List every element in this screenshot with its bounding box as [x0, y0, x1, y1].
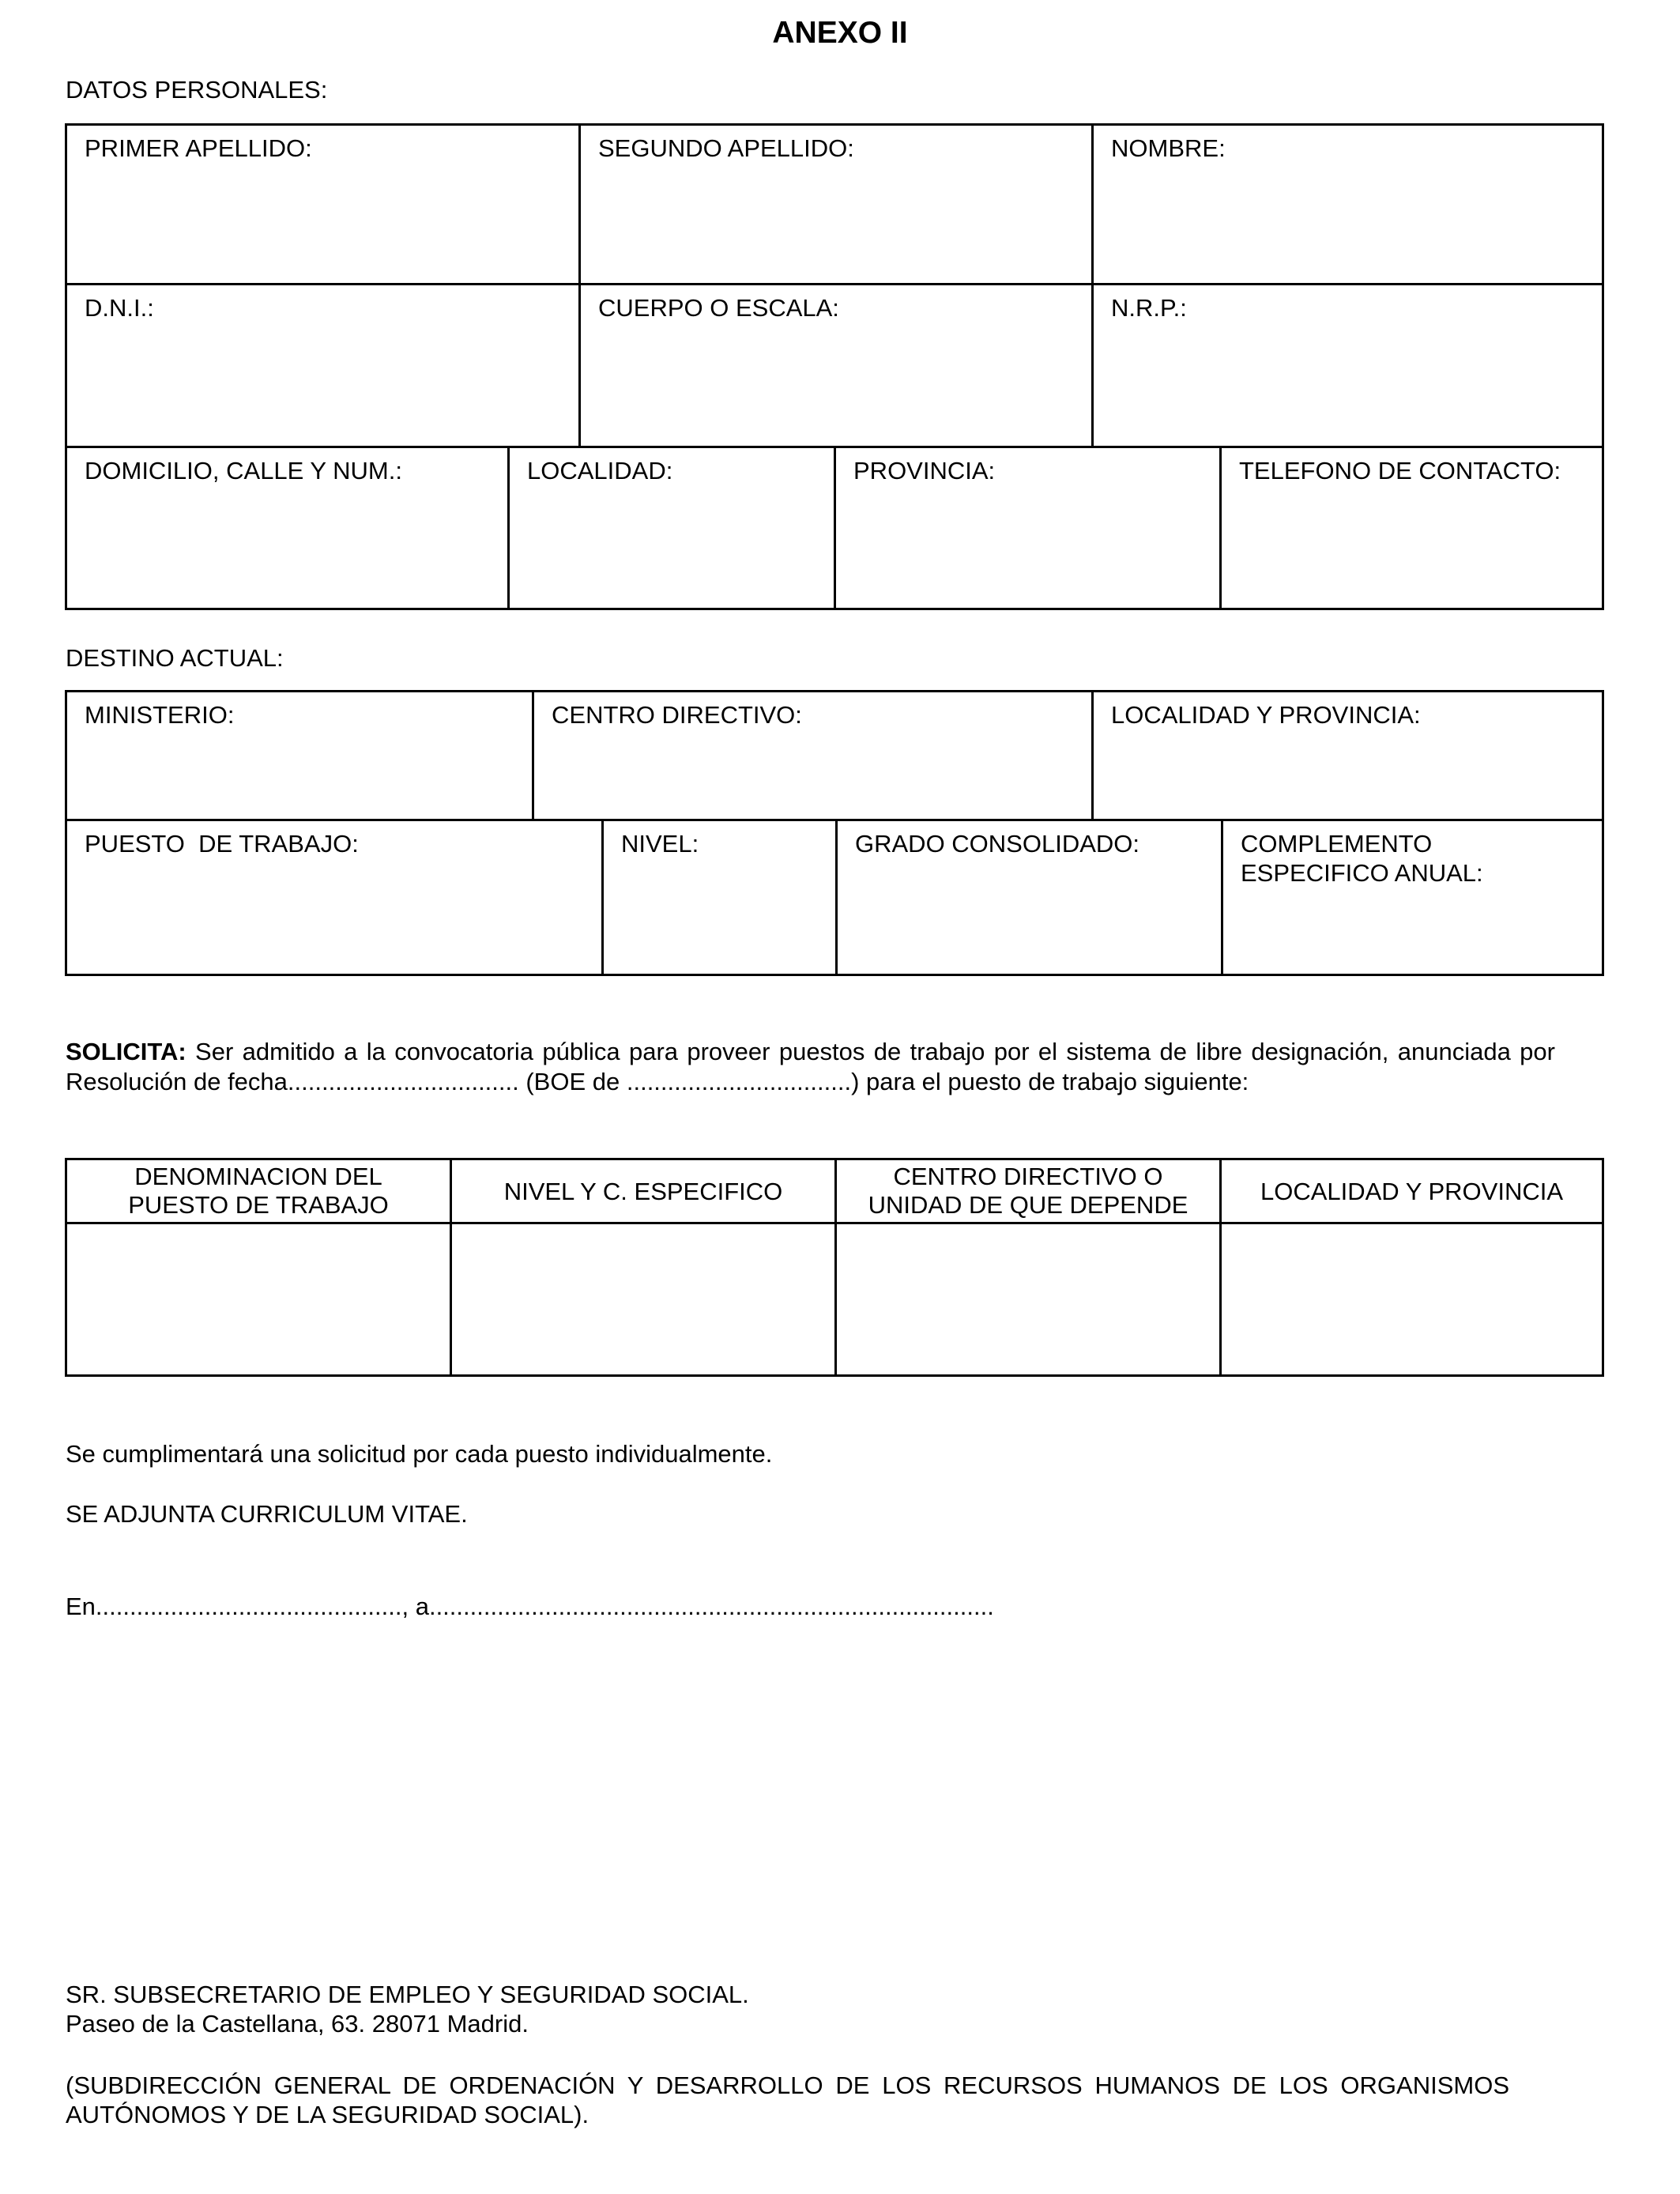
field-cuerpo-escala[interactable] — [581, 285, 1094, 446]
field-localidad-provincia[interactable] — [1094, 692, 1602, 819]
nota-text: Se cumplimentará una solicitud por cada puesto individualmente. — [66, 1440, 773, 1468]
field-label: DOMICILIO, CALLE Y NUM.: — [85, 457, 402, 484]
field-ministerio[interactable] — [67, 692, 534, 819]
destinatario-line2: Paseo de la Castellana, 63. 28071 Madrid. — [66, 2010, 529, 2038]
field-label: COMPLEMENTO ESPECIFICO ANUAL: — [1241, 830, 1483, 887]
field-label: CENTRO DIRECTIVO: — [552, 701, 802, 729]
header-nivel — [452, 1160, 837, 1222]
value-nivel[interactable] — [452, 1224, 837, 1374]
destinatario-subdireccion: (SUBDIRECCIÓN GENERAL DE ORDENACIÓN Y DESARROLLO DE LOS RECURSOS HUMANOS DE LOS ORGANISMOS AUTÓNOMOS Y DE LA SEGURIDAD SOCIAL). — [66, 2071, 1509, 2128]
datos-personales-table — [65, 123, 1604, 610]
field-telefono[interactable] — [1222, 448, 1602, 608]
field-label: PROVINCIA: — [853, 457, 996, 484]
field-nrp[interactable] — [1094, 285, 1602, 446]
field-label: NIVEL: — [621, 830, 699, 858]
header-centro — [837, 1160, 1222, 1222]
datos-personales-heading: DATOS PERSONALES: — [66, 76, 328, 104]
field-label: LOCALIDAD Y PROVINCIA: — [1111, 701, 1421, 729]
destino-actual-heading: DESTINO ACTUAL: — [66, 644, 284, 672]
field-nombre[interactable] — [1094, 126, 1602, 283]
adjunta-text: SE ADJUNTA CURRICULUM VITAE. — [66, 1500, 468, 1528]
field-primer-apellido[interactable] — [67, 126, 581, 283]
puesto-table — [65, 1158, 1604, 1377]
destino-actual-table — [65, 690, 1604, 976]
solicita-text: Ser admitido a la convocatoria pública para proveer puestos de trabajo por el sistema de libre designación, anunciada por Resolución de fecha.................................. (BOE de .................................) para el puesto de trabajo siguiente: — [66, 1038, 1555, 1095]
field-label: SEGUNDO APELLIDO: — [598, 134, 854, 162]
value-centro[interactable] — [837, 1224, 1222, 1374]
field-segundo-apellido[interactable] — [581, 126, 1094, 283]
field-localidad[interactable] — [510, 448, 836, 608]
destinatario-line1: SR. SUBSECRETARIO DE EMPLEO Y SEGURIDAD SOCIAL. — [66, 1981, 749, 2008]
solicita-label: SOLICITA: — [66, 1038, 186, 1065]
field-label: TELEFONO DE CONTACTO: — [1239, 457, 1561, 484]
field-label: GRADO CONSOLIDADO: — [855, 830, 1139, 858]
field-provincia[interactable] — [836, 448, 1222, 608]
field-label: LOCALIDAD: — [527, 457, 673, 484]
header-label: NIVEL Y C. ESPECIFICO — [503, 1177, 783, 1205]
field-label: N.R.P.: — [1111, 294, 1187, 322]
page-title: ANEXO II — [772, 16, 908, 50]
field-grado-consolidado[interactable] — [838, 821, 1223, 974]
field-label: NOMBRE: — [1111, 134, 1226, 162]
field-centro-directivo[interactable] — [534, 692, 1094, 819]
field-puesto-trabajo[interactable] — [67, 821, 604, 974]
header-label: CENTRO DIRECTIVO O UNIDAD DE QUE DEPENDE — [868, 1163, 1188, 1219]
header-label: DENOMINACION DEL PUESTO DE TRABAJO — [128, 1163, 389, 1219]
field-complemento-especifico[interactable] — [1223, 821, 1602, 974]
field-label: PUESTO DE TRABAJO: — [85, 830, 359, 858]
field-label: MINISTERIO: — [85, 701, 235, 729]
field-nivel[interactable] — [604, 821, 838, 974]
header-denominacion — [67, 1160, 452, 1222]
value-localidad[interactable] — [1222, 1224, 1602, 1374]
field-domicilio[interactable] — [67, 448, 510, 608]
field-label: PRIMER APELLIDO: — [85, 134, 312, 162]
field-label: D.N.I.: — [85, 294, 154, 322]
field-label: CUERPO O ESCALA: — [598, 294, 839, 322]
header-localidad — [1222, 1160, 1602, 1222]
header-label: LOCALIDAD Y PROVINCIA — [1260, 1177, 1564, 1205]
solicita-paragraph — [66, 1037, 1555, 1097]
lugar-fecha-line[interactable]: En............................................., a................................................................................... — [66, 1593, 994, 1620]
value-denominacion[interactable] — [67, 1224, 452, 1374]
field-dni[interactable] — [67, 285, 581, 446]
